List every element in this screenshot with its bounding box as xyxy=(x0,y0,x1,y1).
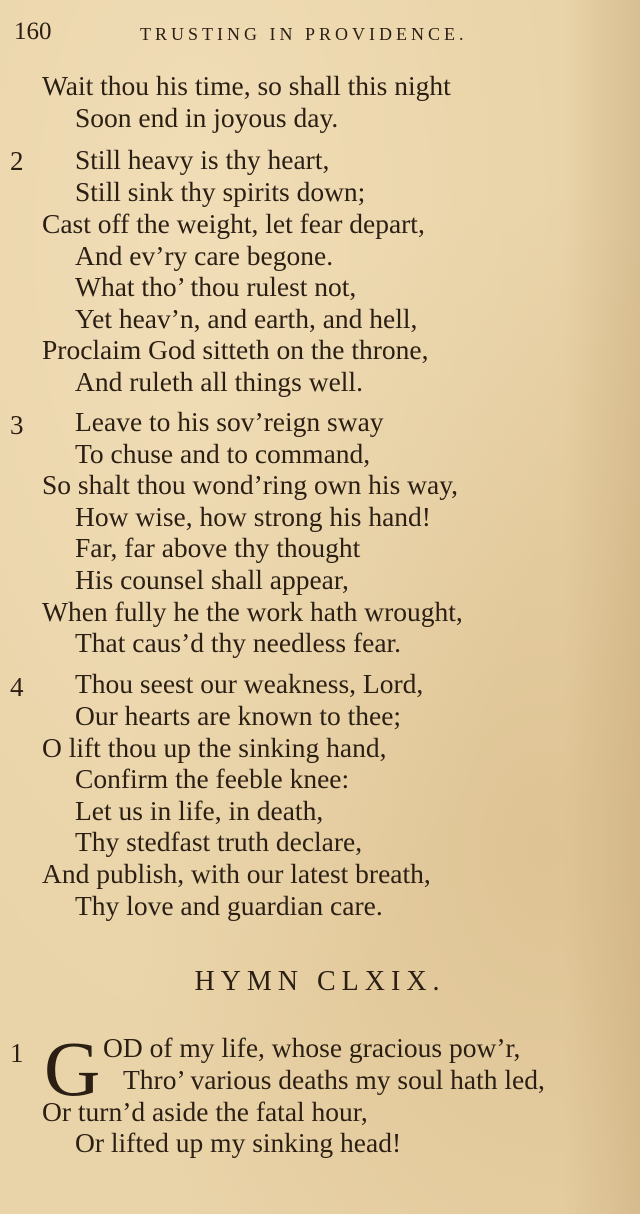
verse-line: So shalt thou wond’ring own his way, xyxy=(42,469,459,500)
stanza-number: 3 xyxy=(10,410,24,440)
verse-line: Or turn’d aside the fatal hour, xyxy=(42,1096,368,1127)
verse-line: Thro’ various deaths my soul hath led, xyxy=(123,1064,545,1095)
verse-line: Our hearts are known to thee; xyxy=(75,700,402,731)
page-number: 160 xyxy=(14,18,52,45)
verse-line: Thou seest our weakness, Lord, xyxy=(75,668,424,699)
verse-line: That caus’d thy needless fear. xyxy=(75,627,402,658)
verse-line: O lift thou up the sinking hand, xyxy=(42,732,387,763)
stanza-number: 4 xyxy=(10,672,24,702)
verse-line: Thy love and guardian care. xyxy=(75,890,383,921)
verse-line: Leave to his sov’reign sway xyxy=(75,406,384,437)
verse-line: OD of my life, whose gracious pow’r, xyxy=(103,1032,521,1063)
verse-line: When fully he the work hath wrought, xyxy=(42,596,463,627)
verse-line: Proclaim God sitteth on the throne, xyxy=(42,334,429,365)
verse-line: Cast off the weight, let fear depart, xyxy=(42,208,425,239)
verse-line: And publish, with our latest breath, xyxy=(42,858,431,889)
stanza-number: 1 xyxy=(10,1038,24,1068)
verse-line: Soon end in joyous day. xyxy=(75,102,339,133)
verse-line: Far, far above thy thought xyxy=(75,532,361,563)
verse-line: Confirm the feeble knee: xyxy=(75,763,350,794)
verse-line: To chuse and to command, xyxy=(75,438,371,469)
verse-line: How wise, how strong his hand! xyxy=(75,501,431,532)
verse-line: Thy stedfast truth declare, xyxy=(75,826,363,857)
verse-line: Yet heav’n, and earth, and hell, xyxy=(75,303,418,334)
verse-line: Wait thou his time, so shall this night xyxy=(42,70,451,101)
stanza-number: 2 xyxy=(10,146,24,176)
drop-cap: G xyxy=(44,1025,101,1112)
verse-line: Still sink thy spirits down; xyxy=(75,176,366,207)
verse-line: Still heavy is thy heart, xyxy=(75,144,330,175)
hymn-title: HYMN CLXIX. xyxy=(194,966,446,997)
verse-line: What tho’ thou rulest not, xyxy=(75,271,357,302)
page-header xyxy=(14,18,614,48)
verse-line: Or lifted up my sinking head! xyxy=(75,1127,402,1158)
verse-line: And ev’ry care begone. xyxy=(75,240,334,271)
verse-line: His counsel shall appear, xyxy=(75,564,349,595)
running-head: TRUSTING IN PROVIDENCE. xyxy=(140,24,468,44)
verse-line: And ruleth all things well. xyxy=(75,366,363,397)
verse-line: Let us in life, in death, xyxy=(75,795,324,826)
